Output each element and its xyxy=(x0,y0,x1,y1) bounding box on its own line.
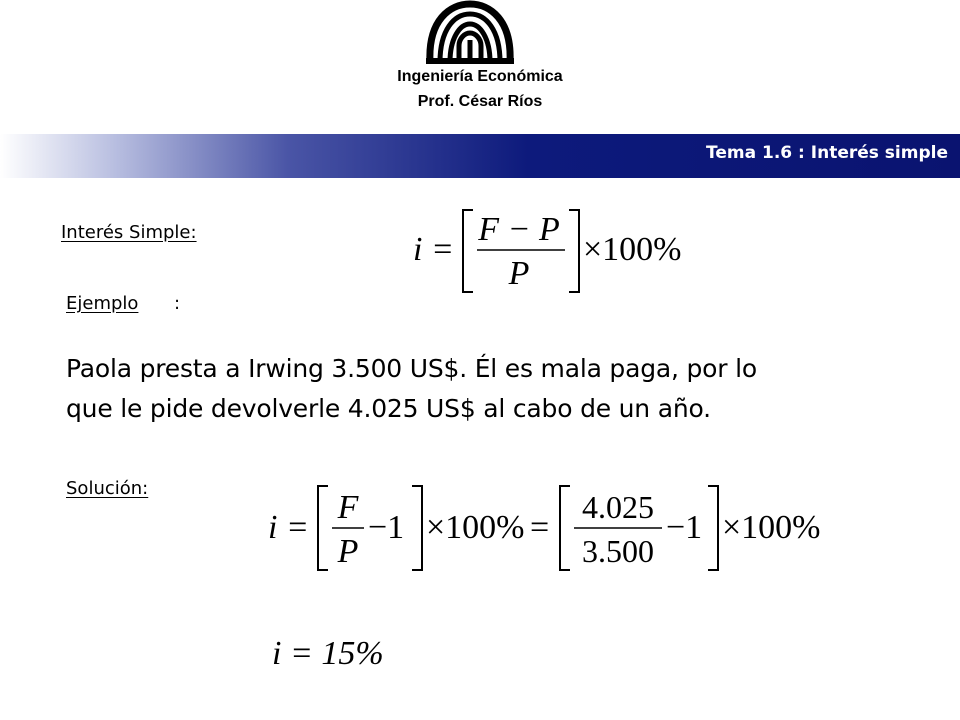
solution-minus-one-1: −1 xyxy=(368,509,405,546)
formula-lhs: i = xyxy=(413,231,454,268)
section-label-interes-simple: Interés Simple: xyxy=(61,222,197,243)
topic-title: Tema 1.6 : Interés simple xyxy=(706,143,948,163)
solution-minus-one-2: −1 xyxy=(666,509,703,546)
solution-label: Solución: xyxy=(66,478,149,499)
solution-numerator-2: 4.025 xyxy=(582,489,654,525)
result-text: i = 15% xyxy=(272,635,384,672)
solution-factor-2: ×100% xyxy=(722,509,821,546)
topic-banner xyxy=(0,134,960,178)
solution-formula xyxy=(262,480,842,576)
problem-line-1: Paola presta a Irwing 3.500 US$. Él es mala paga, por lo xyxy=(66,354,757,383)
solution-denominator-2: 3.500 xyxy=(582,533,654,569)
example-colon: : xyxy=(174,293,181,314)
solution-result xyxy=(270,628,400,674)
solution-lhs: i = xyxy=(268,509,309,546)
solution-numerator-1: F xyxy=(337,489,359,526)
problem-line-2: que le pide devolverle 4.025 US$ al cabo de un año. xyxy=(66,394,711,423)
solution-equals: = xyxy=(530,509,550,546)
course-title: Ingeniería Económica xyxy=(397,68,563,85)
example-label: Ejemplo xyxy=(66,293,139,314)
formula-numerator: F − P xyxy=(478,211,560,248)
professor-name: Prof. César Ríos xyxy=(417,93,543,110)
university-logo-icon xyxy=(420,0,520,66)
solution-factor-1: ×100% xyxy=(426,509,525,546)
formula-denominator: P xyxy=(508,255,530,292)
formula-factor: ×100% xyxy=(583,231,682,268)
solution-denominator-1: P xyxy=(337,533,359,570)
simple-interest-formula xyxy=(405,204,705,298)
